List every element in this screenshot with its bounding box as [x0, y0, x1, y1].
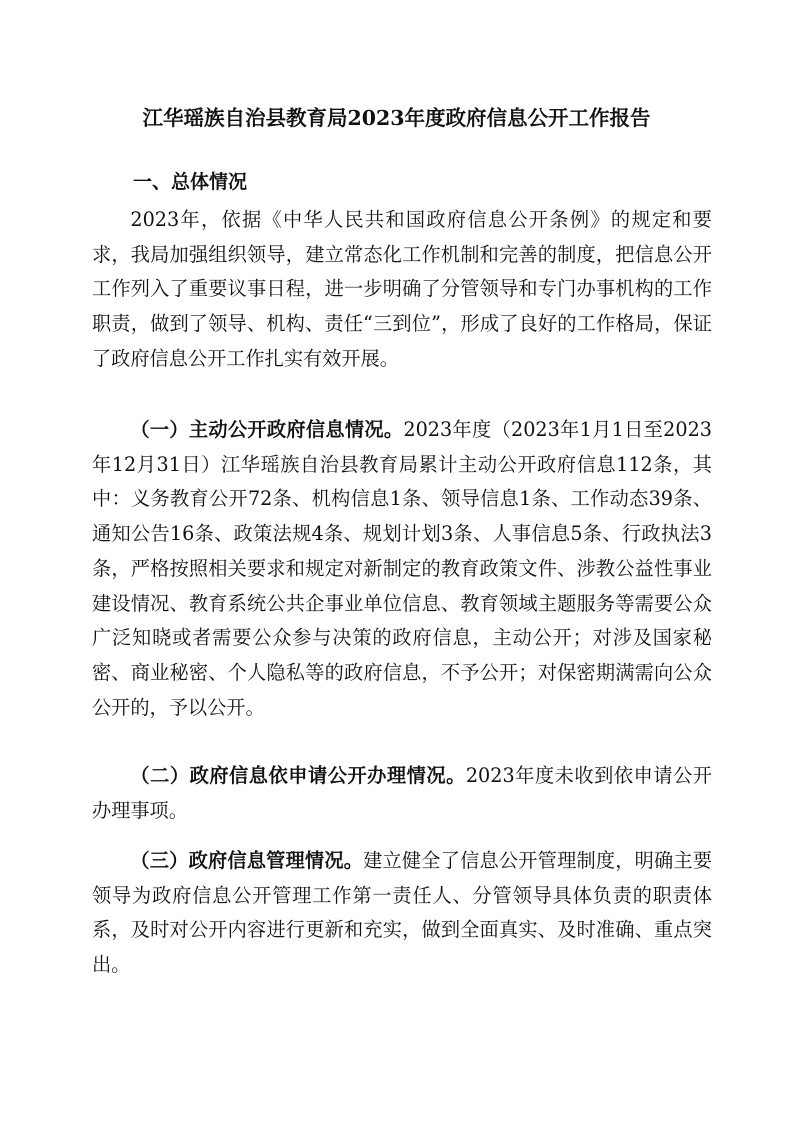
subsection-body: 2023年度（2023年1月1日至2023年12月31日）江华瑶族自治县教育局累计主动公开政府信息112条，其中：义务教育公开72条、机构信息1条、领导信息1条、工作动态39条、通知公告16条、政策法规4条、规划计划3条、人事信息5条、行政执法3条，严格按照相关要求和规定对新制定的教育政策文件、涉教公益性事业建设情况、教育系统公共企事业单位信息、教育领域主题服务等需要公众广泛知晓或者需要公众参与决策的政府信息，主动公开；对涉及国家秘密、商业秘密、个人隐私等的政府信息，不予公开；对保密期满需向公众公开的，予以公开。 — [92, 418, 712, 719]
subsection-body: 2023年度未收到依申请公开办理事项。 — [92, 764, 712, 822]
subsection-heading: （二）政府信息依申请公开办理情况。 — [130, 764, 466, 787]
subsection-proactive-disclosure — [92, 413, 712, 725]
subsection-heading: （三）政府信息管理情况。 — [130, 849, 364, 872]
subsection-application-disclosure — [92, 759, 712, 828]
intro-paragraph: 2023年，依据《中华人民共和国政府信息公开条例》的规定和要求，我局加强组织领导，建立常态化工作机制和完善的制度，把信息公开工作列入了重要议事日程，进一步明确了分管领导和专门办事机构的工作职责，做到了领导、机构、责任“三到位”，形成了良好的工作格局，保证了政府信息公开工作扎实有效开展。 — [92, 208, 712, 370]
subsection-heading: （一）主动公开政府信息情况。 — [130, 418, 404, 441]
subsection-body: 建立健全了信息公开管理制度，明确主要领导为政府信息公开管理工作第一责任人、分管领导具体负责的职责体系，及时对公开内容进行更新和充实，做到全面真实、及时准确、重点突出。 — [92, 849, 713, 977]
subsection-information-management — [92, 844, 712, 983]
page-title: 江华瑶族自治县教育局2023年度政府信息公开工作报告 — [142, 106, 651, 130]
section-heading-overall: 一、总体情况 — [133, 171, 248, 193]
